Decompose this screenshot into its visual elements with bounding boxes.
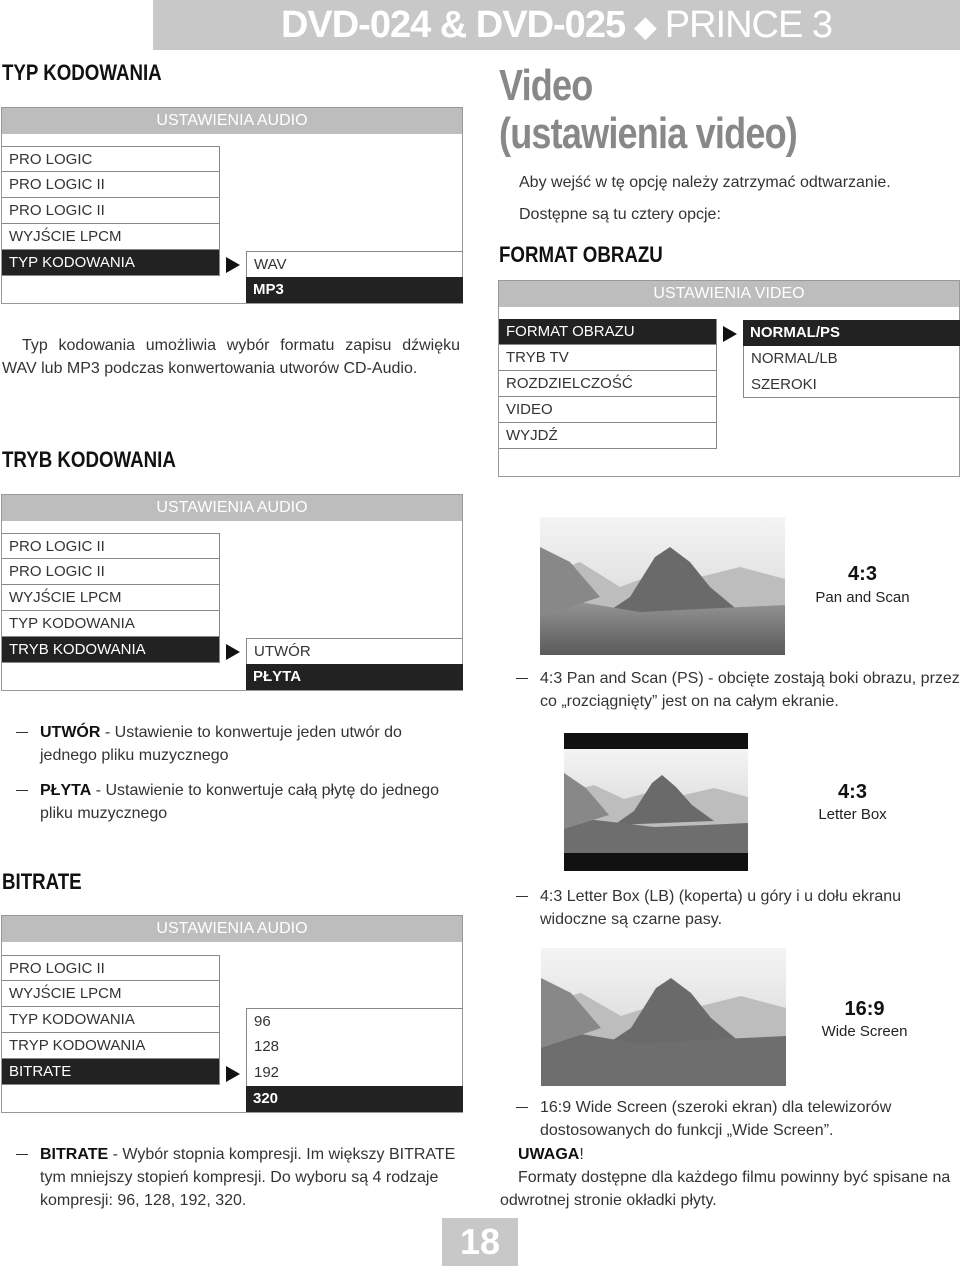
bullet-bitrate (16, 1143, 456, 1212)
bullet-utwor (16, 721, 456, 767)
option-selected[interactable]: 320 (246, 1086, 463, 1112)
menu-head: USTAWIENIA AUDIO (2, 108, 462, 134)
menu-head: USTAWIENIA VIDEO (499, 281, 959, 307)
bullet-key: BITRATE (40, 1146, 109, 1163)
bullet-text: - Ustawienie to konwertuje jeden utwór do jednego pliku muzycznego (40, 724, 402, 764)
section-title-typ-kodowania: TYP KODOWANIA (2, 60, 162, 85)
bullet-plyta (16, 779, 456, 825)
menu-item[interactable]: ROZDZIELCZOŚĆ (499, 371, 717, 397)
letter-box-label: Letter Box (818, 806, 887, 823)
option[interactable]: SZEROKI (743, 372, 960, 398)
option[interactable]: 96 (246, 1008, 463, 1034)
bullet-text: - Wybór stopnia kompresji. Im większy BITRATE tym mniejszy stopień kompresji. Do wyboru są 4 rodzaje kompresji: 96, 128, 192, 320. (40, 1146, 456, 1209)
option-selected[interactable]: NORMAL/PS (743, 320, 960, 346)
pan-scan-desc-text: 4:3 Pan and Scan (PS) - obcięte zostają boki obrazu, przez co „rozciągnięty” jest on na całym ekranie. (540, 670, 960, 710)
dash-icon (16, 790, 28, 791)
page-number: 18 (459, 1221, 501, 1262)
menu-item[interactable]: PRO LOGIC II (2, 955, 220, 981)
menu-item-selected[interactable]: FORMAT OBRAZU (499, 319, 717, 345)
option[interactable]: NORMAL/LB (743, 346, 960, 372)
diamond-icon: ◆ (634, 10, 656, 42)
intro-line1: Aby wejść w tę opcję należy zatrzymać odtwarzanie. (519, 174, 891, 191)
arrow-right-icon (226, 257, 240, 273)
menu-item[interactable]: TYP KODOWANIA (2, 611, 220, 637)
option-selected[interactable]: PŁYTA (246, 664, 463, 690)
header-title-thin: PRINCE 3 (664, 4, 833, 46)
letter-box-desc-text: 4:3 Letter Box (LB) (koperta) u góry i u dołu ekranu widoczne są czarne pasy. (540, 888, 902, 928)
audio-menu-typ (1, 107, 463, 304)
warning-key: UWAGA (518, 1146, 580, 1163)
arrow-right-icon (226, 644, 240, 660)
video-menu (498, 280, 960, 477)
section-title-bitrate: BITRATE (2, 869, 82, 894)
option-selected[interactable]: MP3 (246, 277, 463, 303)
pan-scan-label: Pan and Scan (815, 589, 910, 606)
menu-item[interactable]: PRO LOGIC (2, 146, 220, 172)
audio-menu-tryb (1, 494, 463, 691)
menu-head: USTAWIENIA AUDIO (2, 916, 462, 942)
menu-item[interactable]: WYJDŹ (499, 423, 717, 449)
pan-scan-ratio: 4:3 (848, 563, 877, 585)
menu-item-selected[interactable]: TYP KODOWANIA (2, 250, 220, 276)
menu-item[interactable]: PRO LOGIC II (2, 198, 220, 224)
arrow-right-icon (226, 1066, 240, 1082)
section-title-format-obrazu: FORMAT OBRAZU (499, 242, 663, 267)
dash-icon (516, 678, 528, 679)
letter-box-ratio: 4:3 (838, 781, 867, 803)
page-title-line2: (ustawienia video) (499, 109, 798, 158)
menu-item[interactable]: WYJŚCIE LPCM (2, 585, 220, 611)
letter-box-image (564, 733, 748, 871)
pan-scan-image (540, 517, 785, 655)
menu-item-selected[interactable]: BITRATE (2, 1059, 220, 1085)
intro-line2: Dostępne są tu cztery opcje: (519, 206, 721, 223)
warning-mark: ! (579, 1146, 584, 1163)
page-title-line1: Video (499, 61, 593, 110)
wide-screen-image (541, 948, 786, 1086)
bullet-key: PŁYTA (40, 782, 92, 799)
option[interactable]: 128 (246, 1034, 463, 1060)
menu-item[interactable]: PRO LOGIC II (2, 533, 220, 559)
menu-item[interactable]: TYP KODOWANIA (2, 1007, 220, 1033)
dash-icon (516, 896, 528, 897)
menu-item[interactable]: PRO LOGIC II (2, 559, 220, 585)
typ-kodowania-desc: Typ kodowania umożliwia wybór formatu zapisu dźwięku WAV lub MP3 podczas konwertowania utworów CD-Audio. (2, 337, 460, 377)
dash-icon (16, 1154, 28, 1155)
bullet-key: UTWÓR (40, 724, 101, 741)
option[interactable]: 192 (246, 1060, 463, 1086)
warning-text: Formaty dostępne dla każdego filmu powinny być spisane na odwrotnej stronie okładki płyty. (500, 1169, 951, 1209)
menu-head: USTAWIENIA AUDIO (2, 495, 462, 521)
menu-item-selected[interactable]: TRYB KODOWANIA (2, 637, 220, 663)
letter-box-desc (516, 885, 960, 931)
header-title (153, 2, 960, 50)
section-title-tryb-kodowania: TRYB KODOWANIA (2, 447, 176, 472)
dash-icon (16, 732, 28, 733)
menu-item[interactable]: WYJŚCIE LPCM (2, 224, 220, 250)
menu-item[interactable]: WYJŚCIE LPCM (2, 981, 220, 1007)
audio-menu-bitrate (1, 915, 463, 1113)
wide-screen-desc-text: 16:9 Wide Screen (szeroki ekran) dla telewizorów dostosowanych do funkcji „Wide Screen”. (540, 1099, 892, 1139)
pan-scan-desc (516, 667, 960, 713)
menu-item[interactable]: VIDEO (499, 397, 717, 423)
option[interactable]: WAV (246, 251, 463, 277)
bullet-text: - Ustawienie to konwertuje całą płytę do jednego pliku muzycznego (40, 782, 440, 822)
wide-screen-ratio: 16:9 (844, 998, 885, 1020)
dash-icon (516, 1107, 528, 1108)
header-bar (153, 0, 960, 50)
arrow-right-icon (723, 326, 737, 342)
wide-screen-desc (516, 1096, 960, 1142)
menu-item[interactable]: PRO LOGIC II (2, 172, 220, 198)
menu-item[interactable]: TRYB TV (499, 345, 717, 371)
header-title-bold: DVD-024 & DVD-025 (280, 4, 626, 46)
option[interactable]: UTWÓR (246, 638, 463, 664)
warning (518, 1143, 958, 1166)
menu-item[interactable]: TRYP KODOWANIA (2, 1033, 220, 1059)
wide-screen-label: Wide Screen (821, 1023, 908, 1040)
